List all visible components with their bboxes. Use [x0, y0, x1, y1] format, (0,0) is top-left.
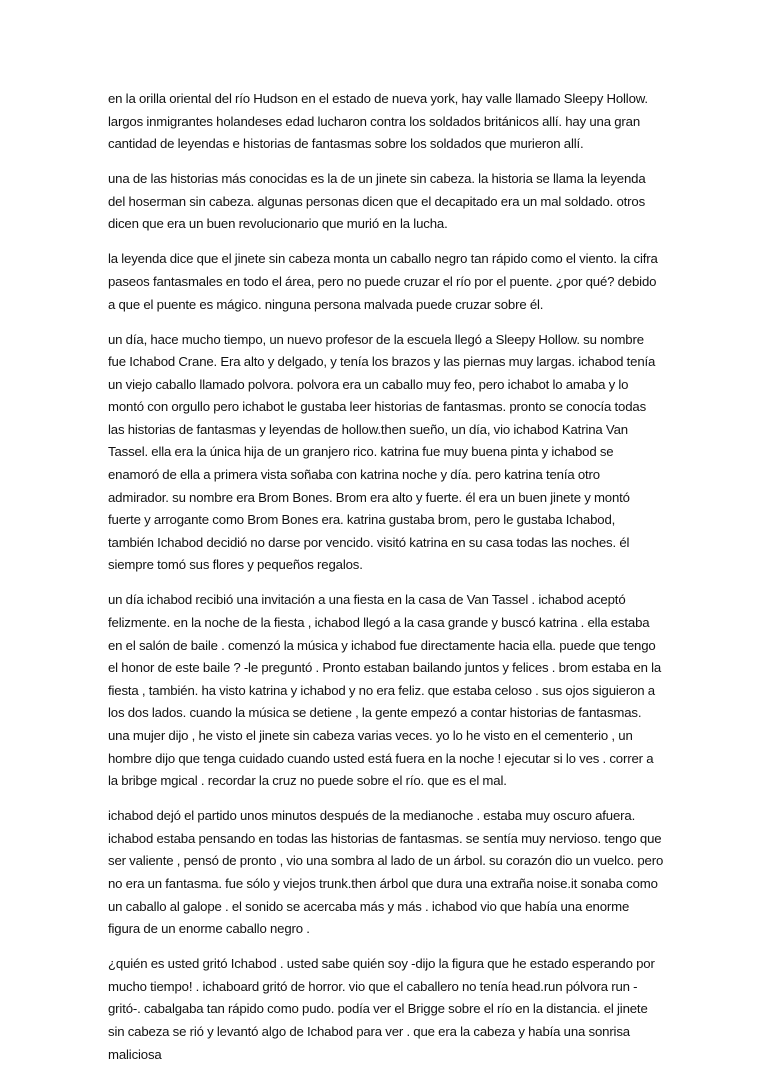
paragraph-2: una de las historias más conocidas es la de un jinete sin cabeza. la historia se llama la leyenda del hoserman sin cabeza. algunas personas dicen que el decapitado era un mal soldado. otros dicen que era un buen revolucionario que murió en la lucha. [108, 171, 646, 232]
paragraph-3: la leyenda dice que el jinete sin cabeza monta un caballo negro tan rápido como el viento. la cifra paseos fantasmales en todo el área, pero no puede cruzar el río por el puente. ¿por qué? debido a que el puente es mágico. ninguna persona malvada puede cruzar sobre él. [108, 251, 658, 312]
paragraph-7: ¿quién es usted gritó Ichabod . usted sabe quién soy -dijo la figura que he estado esperando por mucho tiempo! . ichaboard gritó de horror. vio que el caballero no tenía head.run pólvora run - gritó-. cabalgaba tan rápido como pudo. podía ver el Brigge sobre el río en la distancia. el jinete sin cabeza se rió y levantó algo de Ichabod para ver . que era la cabeza y había una sonrisa maliciosa [108, 956, 655, 1062]
paragraph-5: un día ichabod recibió una invitación a una fiesta en la casa de Van Tassel . ichabod aceptó felizmente. en la noche de la fiesta , ichabod llegó a la casa grande y buscó katrina . ella estaba en el salón de baile . comenzó la música y ichabod fue directamente hacia ella. puede que tengo el honor de este baile ? -le preguntó . Pronto estaban bailando juntos y felices . brom estaba en la fiesta , también. ha visto katrina y ichabod y no era feliz. que estaba celoso . sus ojos siguieron a los dos lados. cuando la música se detiene , la gente empezó a contar historias de fantasmas. una mujer dijo , he visto el jinete sin cabeza varias veces. yo lo he visto en el cementerio , un hombre dijo que tenga cuidado cuando usted está fuera en la noche ! ejecutar si lo ves . correr a la bribge mgical . recordar la cruz no puede sobre el río. que es el mal. [108, 592, 662, 789]
paragraph-4: un día, hace mucho tiempo, un nuevo profesor de la escuela llegó a Sleepy Hollow. su nombre fue Ichabod Crane. Era alto y delgado, y tenía los brazos y las piernas muy largas. ichabod tenía un viejo caballo llamado polvora. polvora era un caballo muy feo, pero ichabot lo amaba y lo montó con orgullo pero ichabot le gustaba leer historias de fantasmas. pronto se conocía todas las historias de fantasmas y leyendas de hollow.then sueño, un día, vio ichabod Katrina Van Tassel. ella era la única hija de un granjero rico. katrina fue muy buena pinta y ichabod se enamoró de ella a primera vista soñaba con katrina noche y día. pero katrina tenía otro admirador. su nombre era Brom Bones. Brom era alto y fuerte. él era un buen jinete y montó fuerte y arrogante como Brom Bones era. katrina gustaba brom, pero le gustaba Ichabod, también Ichabod decidió no darse por vencido. visitó katrina en su casa todas las noches. él siempre tomó sus flores y pequeños regalos. [108, 331, 656, 573]
paragraph-6: ichabod dejó el partido unos minutos después de la medianoche . estaba muy oscuro afuera. ichabod estaba pensando en todas las historias de fantasmas. se sentía muy nervioso. tengo que ser valiente , pensó de pronto , vio una sombra al lado de un árbol. su corazón dio un vuelco. pero no era un fantasma. fue sólo y viejos trunk.then árbol que dura una extraña noise.it sonaba como un caballo al galope . el sonido se acercaba más y más . ichabod vio que había una enorme figura de un enorme caballo negro . [108, 808, 664, 937]
paragraph-1: en la orilla oriental del río Hudson en el estado de nueva york, hay valle llamado Sleepy Hollow. largos inmigrantes holandeses edad lucharon contra los soldados británicos allí. hay una gran cantidad de leyendas e historias de fantasmas sobre los soldados que murieron allí. [108, 91, 648, 152]
document-body [108, 88, 664, 1066]
